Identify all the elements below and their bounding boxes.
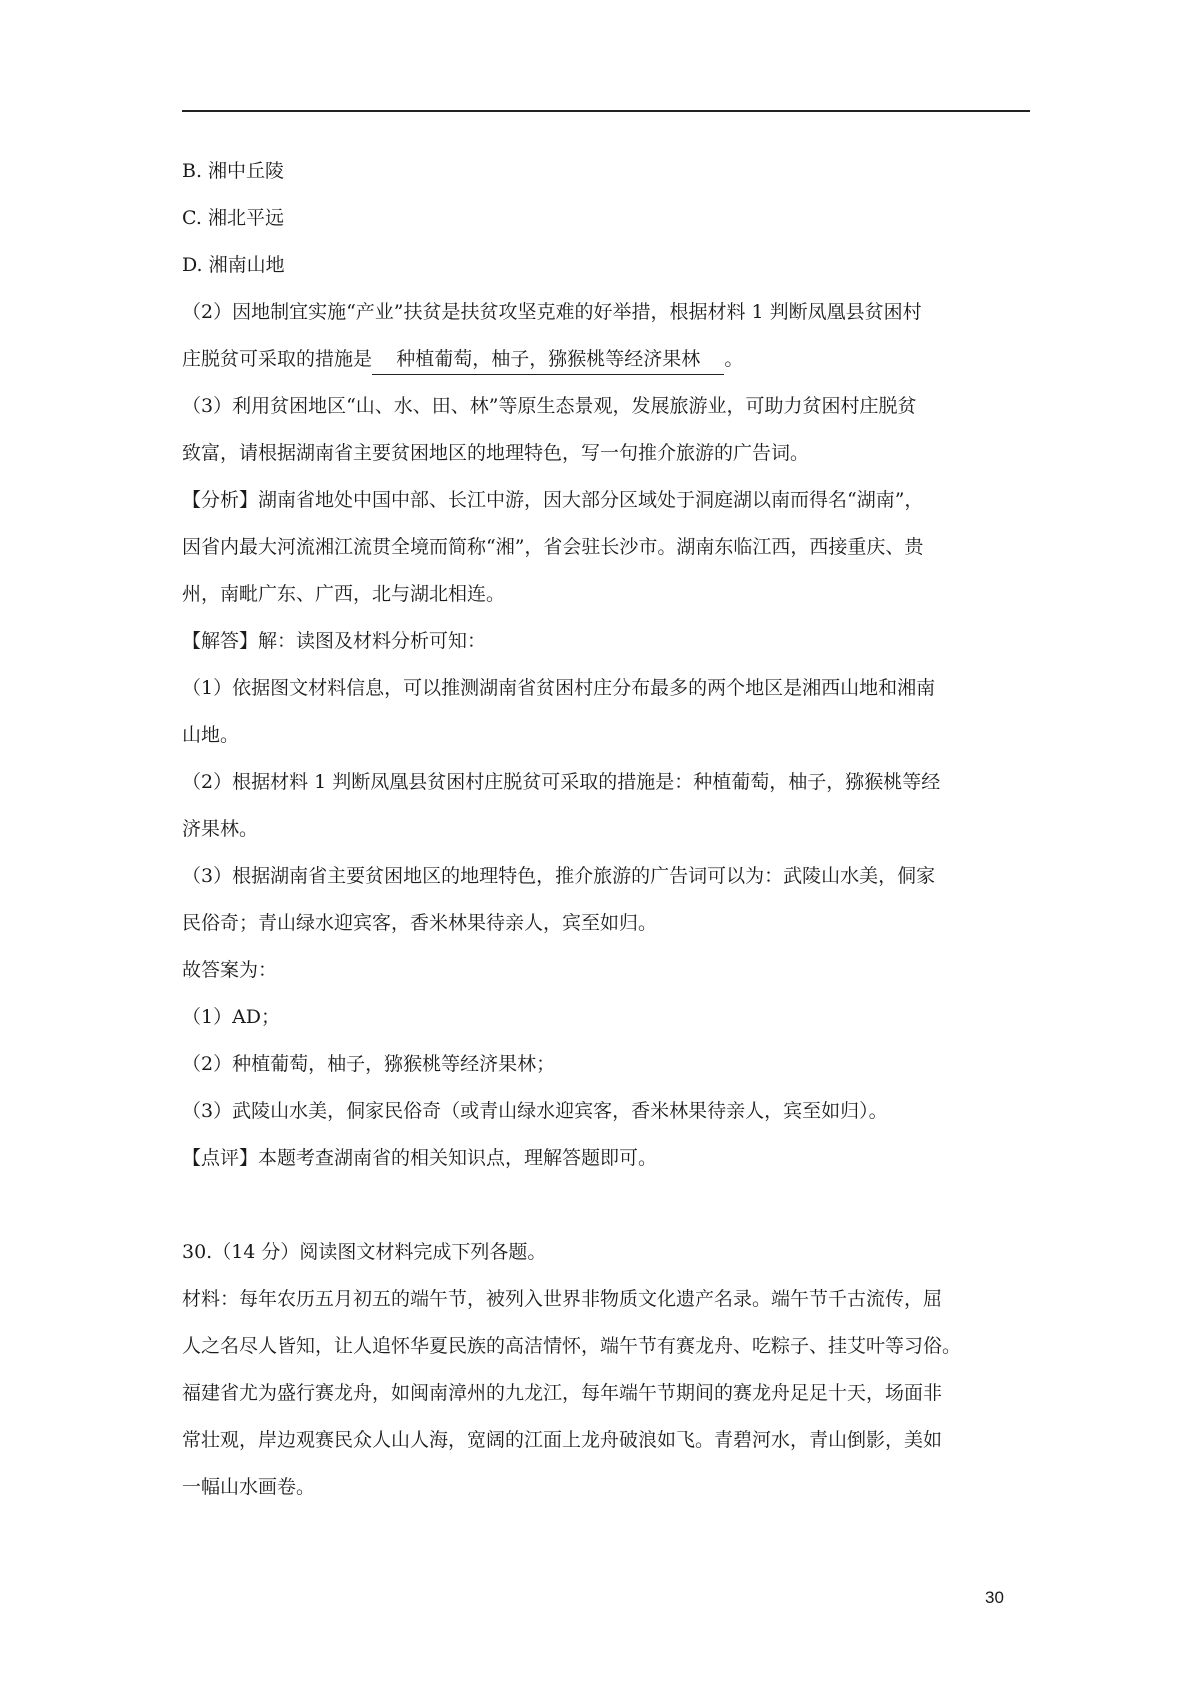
page-number: 30 (985, 1588, 1004, 1607)
question-2-suffix: 。 (724, 348, 744, 370)
solution-1-line-2: 山地。 (182, 724, 240, 746)
material-line-3: 福建省尤为盛行赛龙舟，如闽南漳州的九龙江，每年端午节期间的赛龙舟足足十天，场面非 (182, 1382, 943, 1404)
question-2-line-1: （2）因地制宜实施“产业”扶贫是扶贫攻坚克难的好举措，根据材料 1 判断凤凰县贫困村 (182, 301, 922, 323)
question-30-title: 30.（14 分）阅读图文材料完成下列各题。 (182, 1241, 547, 1263)
question-2-prefix: 庄脱贫可采取的措施是 (182, 348, 373, 370)
question-3-line-2: 致富，请根据湖南省主要贫困地区的地理特色，写一句推介旅游的广告词。 (182, 442, 810, 464)
answer-2: （2）种植葡萄，柚子，猕猴桃等经济果林； (182, 1053, 556, 1075)
analysis-line-1: 【分析】湖南省地处中国中部、长江中游，因大部分区域处于洞庭湖以南而得名“湖南”， (182, 489, 924, 511)
answer-3: （3）武陵山水美，侗家民俗奇（或青山绿水迎宾客，香米林果待亲人，宾至如归）。 (182, 1100, 888, 1122)
option-c: C. 湘北平远 (182, 207, 284, 229)
section-gap (182, 1182, 1030, 1229)
document-body (182, 148, 1030, 1511)
solution-2-line-1: （2）根据材料 1 判断凤凰县贫困村庄脱贫可采取的措施是：种植葡萄，柚子，猕猴桃等经 (182, 771, 941, 793)
answer-heading: 故答案为： (182, 959, 278, 981)
material-line-4: 常壮观，岸边观赛民众人山人海，宽阔的江面上龙舟破浪如飞。青碧河水，青山倒影，美如 (182, 1429, 943, 1451)
analysis-line-2: 因省内最大河流湘江流贯全境而简称“湘”，省会驻长沙市。湖南东临江西，西接重庆、贵 (182, 536, 924, 558)
solution-heading: 【解答】解：读图及材料分析可知： (182, 630, 487, 652)
question-3-line-1: （3）利用贫困地区“山、水、田、林”等原生态景观，发展旅游业，可助力贫困村庄脱贫 (182, 395, 917, 417)
header-rule (182, 110, 1030, 112)
material-line-5: 一幅山水画卷。 (182, 1476, 316, 1498)
solution-2-line-2: 济果林。 (182, 818, 259, 840)
review-line: 【点评】本题考查湖南省的相关知识点，理解答题即可。 (182, 1147, 658, 1169)
material-line-1: 材料：每年农历五月初五的端午节，被列入世界非物质文化遗产名录。端午节千古流传，屈 (182, 1288, 943, 1310)
solution-3-line-1: （3）根据湖南省主要贫困地区的地理特色，推介旅游的广告词可以为：武陵山水美，侗家 (182, 865, 936, 887)
solution-3-line-2: 民俗奇；青山绿水迎宾客，香米林果待亲人，宾至如归。 (182, 912, 658, 934)
option-d: D. 湘南山地 (182, 254, 285, 276)
answer-blank-text: 种植葡萄，柚子，猕猴桃等经济果林 (396, 348, 701, 370)
answer-blank (372, 344, 724, 375)
option-b: B. 湘中丘陵 (182, 160, 285, 182)
answer-1: （1）AD； (182, 1006, 281, 1028)
question-2-line-2 (182, 336, 1030, 383)
analysis-line-3: 州，南毗广东、广西，北与湖北相连。 (182, 583, 506, 605)
material-line-2: 人之名尽人皆知，让人追怀华夏民族的高洁情怀，端午节有赛龙舟、吃粽子、挂艾叶等习俗。 (182, 1335, 962, 1357)
solution-1-line-1: （1）依据图文材料信息，可以推测湖南省贫困村庄分布最多的两个地区是湘西山地和湘南 (182, 677, 936, 699)
